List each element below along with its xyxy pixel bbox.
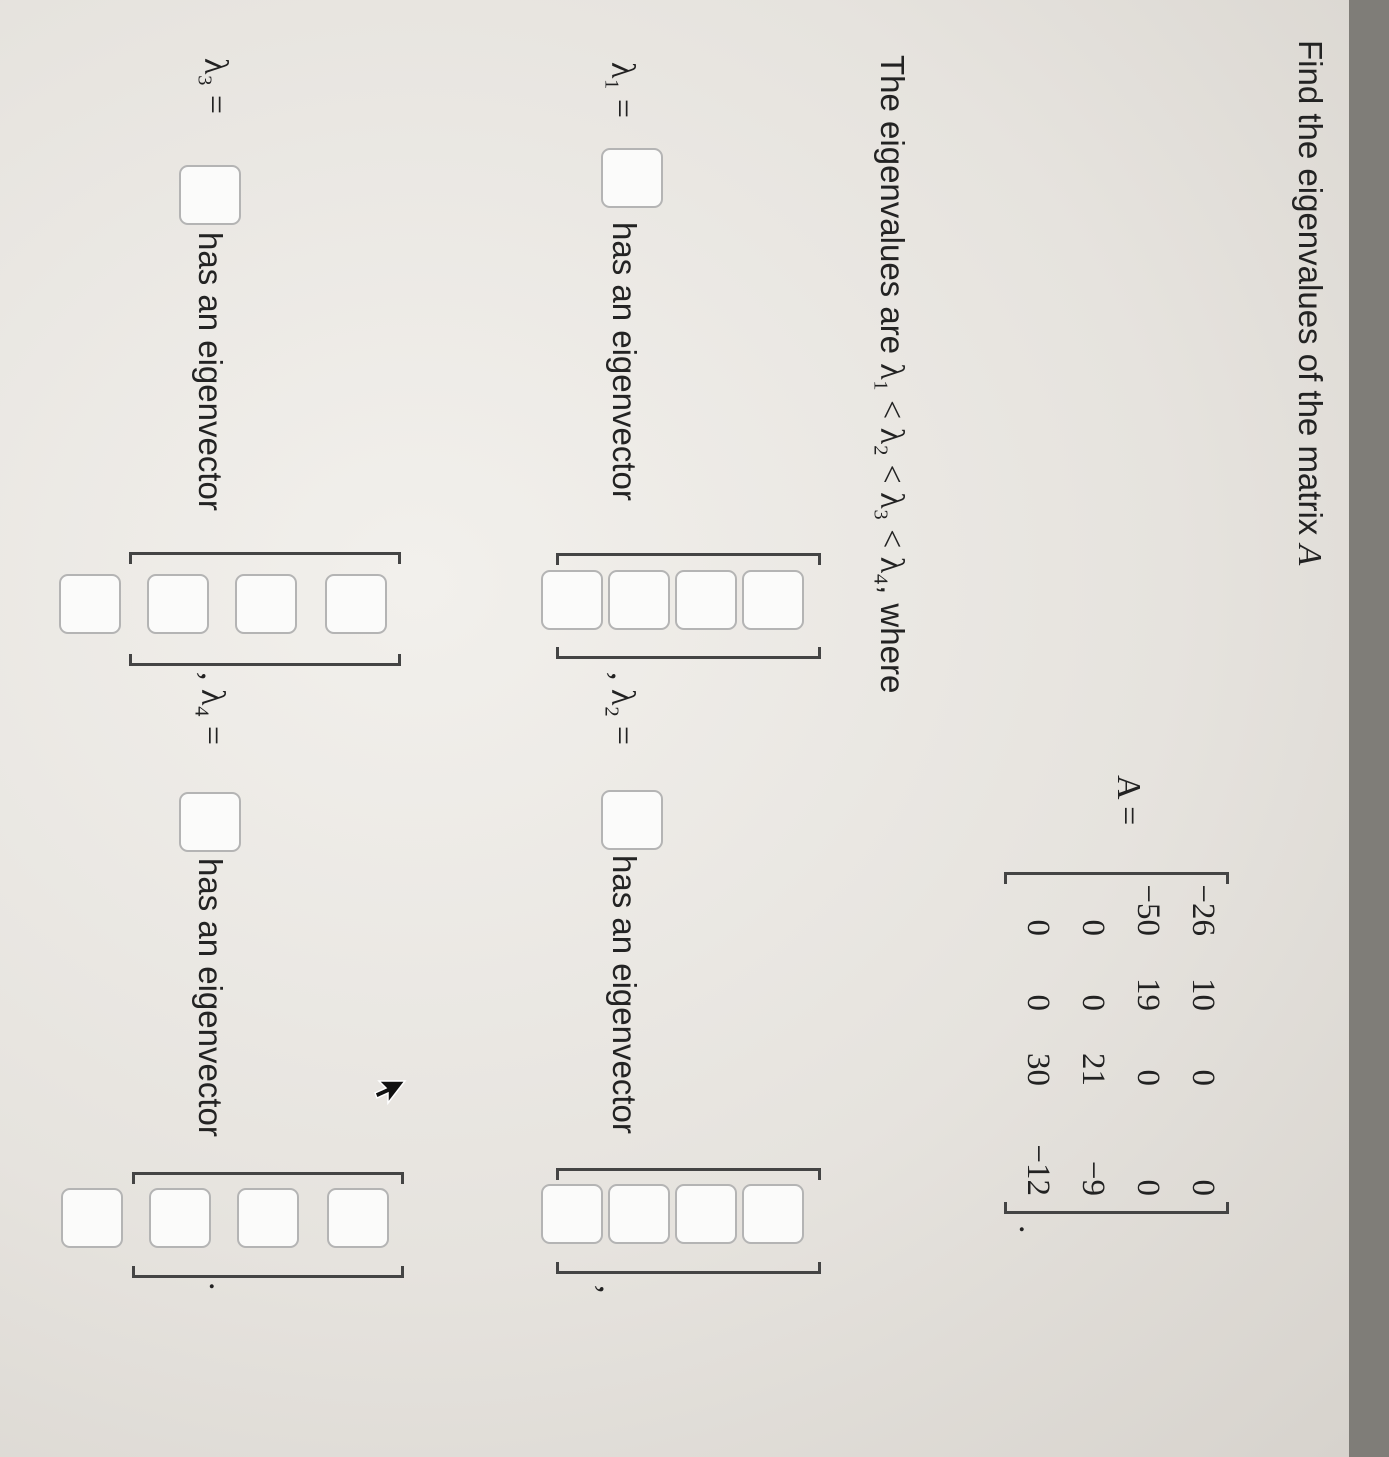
vector4-entry-4[interactable]	[61, 1188, 123, 1248]
lambda2-label: , λ₂ =	[604, 672, 641, 746]
matrix-cell: 0	[1020, 919, 1056, 936]
matrix-symbol: A	[1291, 544, 1328, 566]
vector2-entry-3[interactable]	[608, 1184, 670, 1244]
vector2-right-bracket	[556, 1262, 821, 1274]
lambda2-eigenvector-text: has an eigenvector	[606, 855, 643, 1134]
vector2-left-bracket	[556, 1168, 821, 1180]
lambda1-eigenvector-text: has an eigenvector	[606, 222, 643, 501]
vector4-entry-1[interactable]	[327, 1188, 389, 1248]
vector1-entry-3[interactable]	[608, 570, 670, 630]
matrix-cell: 10	[1185, 978, 1221, 1011]
vector3-right-bracket	[129, 654, 401, 666]
question-prompt: Find the eigenvalues of the matrix A	[1291, 40, 1329, 566]
vector4-period: .	[202, 1282, 239, 1291]
matrix-cell: 30	[1020, 1053, 1056, 1086]
lambda3-input[interactable]	[179, 165, 241, 225]
matrix-cell: 0	[1020, 994, 1056, 1011]
lambda3-label: λ₃ =	[197, 58, 234, 115]
matrix-cell: −26	[1185, 884, 1221, 936]
matrix-cell: 0	[1185, 1179, 1221, 1196]
vector4-entry-2[interactable]	[237, 1188, 299, 1248]
eigenvalue-statement: The eigenvalues are λ₁ < λ₂ < λ₃ < λ₄, where	[873, 55, 911, 694]
matrix-cell: −12	[1020, 1144, 1056, 1196]
vector2-comma: ,	[592, 1285, 629, 1294]
vector3-entry-3[interactable]	[147, 574, 209, 634]
matrix-cell: 0	[1075, 994, 1111, 1011]
vector3-entry-1[interactable]	[325, 574, 387, 634]
vector3-entry-4[interactable]	[59, 574, 121, 634]
matrix-right-bracket	[1004, 1202, 1229, 1214]
lambda4-input[interactable]	[179, 792, 241, 852]
lambda2-input[interactable]	[601, 790, 663, 850]
vector1-entry-1[interactable]	[742, 570, 804, 630]
vector1-left-bracket	[556, 553, 821, 565]
matrix-cell: 0	[1130, 1069, 1166, 1086]
lambda3-eigenvector-text: has an eigenvector	[192, 232, 229, 511]
lambda1-input[interactable]	[601, 148, 663, 208]
matrix-cell: 0	[1185, 1069, 1221, 1086]
matrix-cell: −50	[1130, 884, 1166, 936]
matrix-cell: 0	[1075, 919, 1111, 936]
vector4-left-bracket	[132, 1172, 404, 1184]
vector2-entry-2[interactable]	[675, 1184, 737, 1244]
vector3-left-bracket	[129, 552, 401, 564]
vector3-entry-2[interactable]	[235, 574, 297, 634]
eigenvalue-ordering: λ₁ < λ₂ < λ₃ < λ₄	[873, 363, 910, 586]
vector1-right-bracket	[556, 647, 821, 659]
vector2-entry-1[interactable]	[742, 1184, 804, 1244]
vector4-entry-3[interactable]	[149, 1188, 211, 1248]
matrix-period: .	[1012, 1225, 1049, 1234]
mouse-cursor-icon	[369, 1075, 409, 1115]
lambda4-label: , λ₄ =	[194, 672, 231, 746]
vector1-entry-2[interactable]	[675, 570, 737, 630]
matrix-label: A =	[1110, 775, 1147, 826]
vector4-right-bracket	[132, 1266, 404, 1278]
matrix-cell: 21	[1075, 1053, 1111, 1086]
matrix-cell: 19	[1130, 978, 1166, 1011]
matrix-cell: −9	[1075, 1160, 1111, 1196]
lambda1-label: λ₁ =	[604, 62, 641, 119]
matrix-cell: 0	[1130, 1179, 1166, 1196]
vector1-entry-4[interactable]	[541, 570, 603, 630]
vector2-entry-4[interactable]	[541, 1184, 603, 1244]
lambda4-eigenvector-text: has an eigenvector	[192, 858, 229, 1137]
